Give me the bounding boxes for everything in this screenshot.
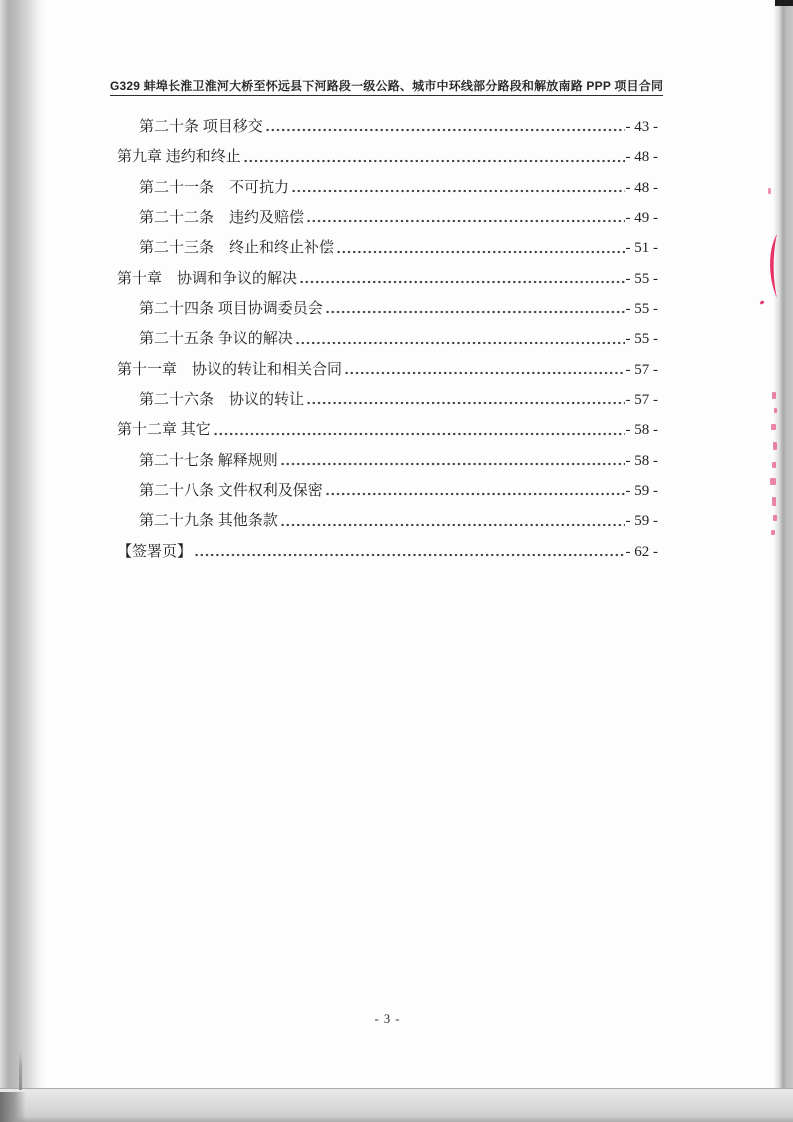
dotted-leader <box>307 219 624 223</box>
toc-entry-title: 第二十九条 其他条款 <box>139 513 278 530</box>
toc-entry <box>117 264 658 294</box>
dotted-leader <box>296 341 625 345</box>
toc-entry-title: 第二十四条 项目协调委员会 <box>139 301 323 318</box>
toc-entry-page-number: - 48 - <box>625 149 658 166</box>
toc-entry-title: 第二十条 项目移交 <box>139 119 263 135</box>
toc-entry <box>117 324 658 354</box>
toc-entry-page-number: - 57 - <box>625 361 658 378</box>
toc-entry <box>117 355 658 385</box>
scan-top-right-mark <box>775 0 793 6</box>
dotted-leader <box>345 371 624 375</box>
pink-ink-speck <box>768 188 771 194</box>
dotted-leader <box>244 159 625 163</box>
toc-entry <box>117 233 658 263</box>
toc-entry <box>117 476 658 506</box>
toc-entry-title: 第二十三条 终止和终止补偿 <box>139 240 335 257</box>
toc-entry-page-number: - 48 - <box>625 179 658 196</box>
scan-bottom-left-corner <box>0 1092 26 1122</box>
toc-entry-page-number: - 55 - <box>625 270 658 287</box>
toc-entry-title: 第二十二条 违约及赔偿 <box>139 210 305 227</box>
toc-entry-page-number: - 57 - <box>625 392 658 409</box>
dotted-leader <box>292 189 624 193</box>
toc-entry-title: 第九章 违约和终止 <box>117 149 241 166</box>
toc-entry-page-number: - 55 - <box>625 331 658 348</box>
page-binding-line <box>19 1052 22 1090</box>
toc-entry-page-number: - 51 - <box>625 240 658 257</box>
dotted-leader <box>266 128 625 132</box>
toc-entry-page-number: - 58 - <box>625 452 658 469</box>
dotted-leader <box>307 401 624 405</box>
toc-entry-title: 第二十一条 不可抗力 <box>139 179 290 196</box>
toc-entry-page-number: - 49 - <box>625 210 658 227</box>
dotted-leader <box>195 553 624 557</box>
toc-entry <box>117 537 658 567</box>
page-header <box>110 77 670 96</box>
toc-entry-title: 第二十五条 争议的解决 <box>139 331 293 348</box>
toc-entry-title: 【签署页】 <box>117 543 193 560</box>
footer-page-number: - 3 - <box>374 1012 401 1026</box>
toc-entry-title: 第十一章 协议的转让和相关合同 <box>117 361 343 378</box>
toc-entry-page-number: - 59 - <box>625 483 658 500</box>
dotted-leader <box>281 462 625 466</box>
pink-ink-speck <box>760 300 765 305</box>
toc-entry-title: 第二十六条 协议的转让 <box>139 392 305 409</box>
document-title: G329 蚌埠长淮卫淮河大桥至怀远县下河路段一级公路、城市中环线部分路段和解放南路 PPP 项目合同 <box>110 77 663 96</box>
toc-entry <box>117 415 658 445</box>
toc-entry <box>117 294 658 324</box>
toc-entry <box>117 142 658 172</box>
toc-entry-page-number: - 59 - <box>625 513 658 530</box>
toc-entry <box>117 203 658 233</box>
scan-right-edge-shadow <box>773 0 793 1122</box>
scan-bottom-edge-shadow <box>0 1088 793 1122</box>
dotted-leader <box>214 432 625 436</box>
toc-entry-page-number: - 62 - <box>625 543 658 560</box>
toc-entry <box>117 506 658 536</box>
toc-entry-title: 第十章 协调和争议的解决 <box>117 270 298 287</box>
table-of-contents <box>117 112 658 567</box>
pink-ink-crescent <box>765 233 779 304</box>
toc-entry-page-number: - 58 - <box>625 422 658 439</box>
dotted-leader <box>326 492 625 496</box>
dotted-leader <box>281 523 625 527</box>
toc-entry-page-number: - 55 - <box>625 301 658 318</box>
toc-entry <box>117 385 658 415</box>
toc-entry-title: 第二十八条 文件权利及保密 <box>139 483 323 500</box>
toc-entry-title: 第十二章 其它 <box>117 422 211 439</box>
dotted-leader <box>300 280 624 284</box>
toc-entry <box>117 112 658 142</box>
toc-entry <box>117 446 658 476</box>
dotted-leader <box>326 310 625 314</box>
dotted-leader <box>337 250 624 254</box>
scan-left-edge-shadow <box>0 0 48 1122</box>
toc-entry <box>117 173 658 203</box>
toc-entry-title: 第二十七条 解释规则 <box>139 452 278 469</box>
toc-entry-page-number: - 43 - <box>625 119 658 135</box>
